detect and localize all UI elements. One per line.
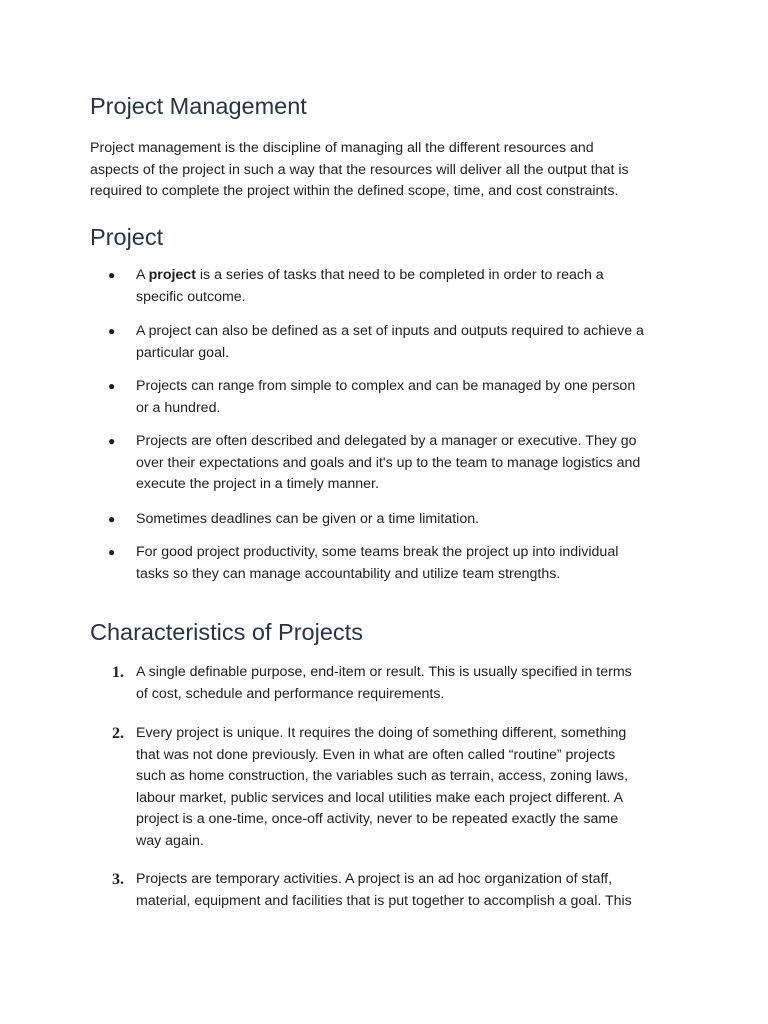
- bold-term: project: [148, 267, 196, 283]
- list-item-line: over their expectations and goals and it's up to the team to manage logistics and: [136, 454, 641, 471]
- list-item-text: [136, 662, 696, 705]
- list-item-line: labour market, public services and local utilities make each project different. A: [136, 789, 624, 806]
- intro-line: Project management is the discipline of managing all the different resources and: [90, 140, 594, 156]
- list-item-line: tasks so they can manage accountability and utilize team strengths.: [136, 565, 561, 582]
- list-item-line: Projects can range from simple to complex and can be managed by one person: [136, 378, 636, 394]
- list-number: 2.: [112, 725, 124, 742]
- list-item-line: that was not done previously. Even in what are often called “routine” projects: [136, 746, 616, 763]
- list-item-text: [136, 509, 696, 531]
- text-run: A: [136, 267, 149, 283]
- list-item-text: [136, 723, 696, 852]
- bullet-icon: ●: [108, 434, 116, 448]
- list-item-line: A project can also be defined as a set of inputs and outputs required to achieve a: [136, 323, 644, 339]
- bullet-icon: ●: [108, 512, 116, 526]
- list-item-text: [136, 431, 696, 496]
- intro-line: aspects of the project in such a way that the resources will deliver all the output that is: [90, 161, 629, 178]
- text-run: is a series of tasks that need to be completed in order to reach a: [195, 267, 604, 283]
- list-item-text: [136, 869, 696, 912]
- list-item-line: project is a one-time, once-off activity, never to be repeated exactly the same: [136, 811, 619, 827]
- section-heading-project: Project: [90, 224, 164, 250]
- list-number: 1.: [112, 664, 124, 681]
- bullet-icon: ●: [108, 545, 116, 559]
- list-item-line: or a hundred.: [136, 399, 221, 416]
- list-item-line: particular goal.: [136, 344, 230, 361]
- list-item-text: [136, 321, 696, 364]
- list-item-line: Projects are often described and delegated by a manager or executive. They go: [136, 433, 637, 449]
- list-item-line: specific outcome.: [136, 288, 246, 305]
- page-title: Project Management: [90, 93, 307, 119]
- bullet-icon: ●: [108, 268, 116, 282]
- list-item-line: of cost, schedule and performance requirements.: [136, 685, 445, 702]
- list-item-line: such as home construction, the variables such as terrain, access, zoning laws,: [136, 768, 629, 784]
- list-number: 3.: [112, 871, 124, 888]
- list-item-line: Sometimes deadlines can be given or a time limitation.: [136, 511, 480, 527]
- bullet-icon: ●: [108, 324, 116, 338]
- list-item-line: For good project productivity, some teams break the project up into individual: [136, 544, 619, 560]
- intro-line: required to complete the project within the defined scope, time, and cost constraints.: [90, 183, 619, 199]
- list-item-line: A single definable purpose, end-item or result. This is usually specified in terms: [136, 664, 632, 680]
- list-item-line: Every project is unique. It requires the doing of something different, something: [136, 725, 627, 741]
- list-item-line: way again.: [136, 832, 204, 849]
- list-item-text: [136, 265, 696, 308]
- list-item-line: material, equipment and facilities that is put together to accomplish a goal. This: [136, 892, 632, 909]
- section-heading-characteristics: Characteristics of Projects: [90, 619, 363, 645]
- bullet-icon: ●: [108, 379, 116, 393]
- intro-paragraph: [90, 138, 690, 203]
- list-item-line: Projects are temporary activities. A project is an ad hoc organization of staff,: [136, 871, 613, 887]
- list-item-text: [136, 376, 696, 419]
- list-item-line: execute the project in a timely manner.: [136, 476, 379, 492]
- list-item-text: [136, 542, 696, 585]
